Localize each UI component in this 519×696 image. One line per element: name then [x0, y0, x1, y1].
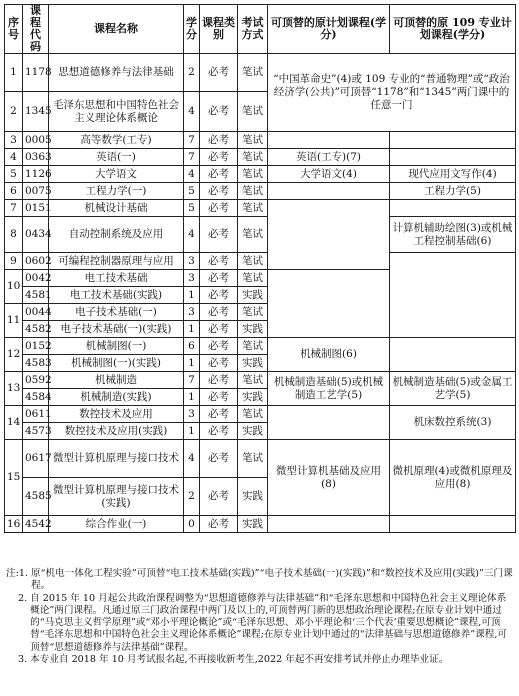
cell-exam: 笔试	[238, 270, 268, 287]
cell-code: 4582	[23, 321, 49, 338]
cell-type: 必考	[200, 304, 238, 321]
cell-code: 0005	[23, 132, 49, 149]
header-credit: 学分	[184, 5, 200, 54]
cell-code: 0042	[23, 270, 49, 287]
cell-code: 1178	[23, 54, 49, 92]
note-text: 本专业自 2018 年 10 月考试报名起,不再接收新考生,2022 年起不再安排考试并停止办理毕业证。	[30, 654, 449, 666]
cell-code: 0617	[23, 440, 49, 478]
cell-exam: 实践	[238, 423, 268, 440]
header-orig: 可顶替的原计划课程(学分)	[268, 5, 390, 54]
cell-name: 高等数学(工专)	[49, 132, 184, 149]
cell-name: 英语(一)	[49, 149, 184, 166]
cell-seq: 8	[5, 217, 23, 253]
cell-exam: 笔试	[238, 132, 268, 149]
cell-credit: 5	[184, 200, 200, 217]
cell-code: 4542	[23, 516, 49, 533]
cell-type: 必考	[200, 478, 238, 516]
course-table	[4, 4, 516, 533]
cell-type: 必考	[200, 287, 238, 304]
cell-seq: 15	[5, 440, 23, 516]
replace-drawing: 机械制图(6)	[268, 338, 390, 372]
cell-credit: 3	[184, 270, 200, 287]
table-row	[5, 149, 516, 166]
header-type: 课程类别	[200, 5, 238, 54]
replace-empty	[390, 338, 516, 372]
cell-seq: 7	[5, 200, 23, 217]
cell-credit: 2	[184, 478, 200, 516]
table-row	[5, 516, 516, 533]
cell-code: 0434	[23, 217, 49, 253]
cell-seq: 4	[5, 149, 23, 166]
cell-type: 必考	[200, 440, 238, 478]
cell-name: 机械制图(一)	[49, 338, 184, 355]
cell-type: 必考	[200, 423, 238, 440]
table-row	[5, 372, 516, 389]
cell-type: 必考	[200, 338, 238, 355]
cell-exam: 笔试	[238, 54, 268, 92]
cell-code: 0075	[23, 183, 49, 200]
table-row	[5, 200, 516, 217]
cell-seq: 11	[5, 304, 23, 338]
header-orig109: 可顶替的原 109 专业计划课程(学分)	[390, 5, 516, 54]
notes	[6, 568, 514, 666]
cell-code: 0151	[23, 200, 49, 217]
cell-credit: 1	[184, 321, 200, 338]
cell-credit: 7	[184, 372, 200, 389]
note-text: 自 2015 年 10 月起公共政治课程调整为“思想道德修养与法律基础”和“毛泽东思想和中国特色社会主义理论体系概论”两门课程。凡通过原三门政治课程中两门及以上的,可顶替两门新的思想政治理论课程;在原专业计划中通过的“马克思主义哲学原理”或“邓小平理论概论”或“毛泽东思想、邓小平理论和‘三个代表’重要思想概论”课程,可顶替“毛泽东思想和中国特色社会主义理论体系概论”课程;在原专业计划中通过的“法律基础与思想道德修养”课程,可顶替“思想道德修养与法律基础”课程。	[30, 592, 507, 653]
cell-credit: 4	[184, 440, 200, 478]
table-row	[5, 338, 516, 355]
cell-credit: 3	[184, 304, 200, 321]
cell-name: 微型计算机原理与接口技术	[49, 440, 184, 478]
cell-credit: 1	[184, 423, 200, 440]
cell-credit: 7	[184, 132, 200, 149]
cell-credit: 3	[184, 253, 200, 270]
cell-name: 电工技术基础(实践)	[49, 287, 184, 304]
cell-credit: 4	[184, 217, 200, 253]
cell-seq: 12	[5, 338, 23, 372]
notes-prefix: 注:	[6, 568, 19, 579]
replace-empty	[390, 132, 516, 149]
note-number: 1.	[18, 568, 28, 579]
cell-credit: 6	[184, 338, 200, 355]
replace-cad: 计算机辅助绘图(3)或机械工程控制基础(6)	[390, 217, 516, 253]
header-seq: 序号	[5, 5, 23, 54]
cell-type: 必考	[200, 389, 238, 406]
table-row	[5, 253, 516, 270]
replace-empty	[390, 516, 516, 533]
cell-name: 可编程控制器原理与应用	[49, 253, 184, 270]
table-row	[5, 217, 516, 253]
cell-seq: 13	[5, 372, 23, 406]
cell-seq: 6	[5, 183, 23, 200]
replace-empty	[268, 183, 390, 200]
cell-credit: 4	[184, 166, 200, 183]
cell-seq: 2	[5, 92, 23, 132]
cell-code: 1126	[23, 166, 49, 183]
cell-name: 电工技术基础	[49, 270, 184, 287]
cell-exam: 实践	[238, 321, 268, 338]
cell-credit: 0	[184, 516, 200, 533]
cell-type: 必考	[200, 132, 238, 149]
note-text: 原“机电一体化工程实验”可顶替“电工技术基础(实践)”“电子技术基础(一)(实践)”和“数控技术及应用(实践)”三门课程。	[30, 568, 513, 592]
cell-exam: 笔试	[238, 440, 268, 478]
table-row	[5, 440, 516, 478]
replace-chinese: 大学语文(4)	[268, 166, 390, 183]
cell-code: 4585	[23, 478, 49, 516]
replace-english: 英语(工专)(7)	[268, 149, 390, 166]
note-item	[6, 593, 514, 654]
cell-exam: 实践	[238, 355, 268, 372]
cell-seq: 5	[5, 166, 23, 183]
cell-type: 必考	[200, 406, 238, 423]
cell-name: 机械制造	[49, 372, 184, 389]
cell-seq: 14	[5, 406, 23, 440]
replace-mechanics: 工程力学(5)	[390, 183, 516, 200]
cell-code: 1345	[23, 92, 49, 132]
cell-type: 必考	[200, 217, 238, 253]
cell-type: 必考	[200, 183, 238, 200]
table-row	[5, 406, 516, 423]
cell-seq: 16	[5, 516, 23, 533]
cell-exam: 笔试	[238, 304, 268, 321]
replace-micro-109: 微机原理(4)或微机原理及应用(8)	[390, 440, 516, 516]
cell-credit: 1	[184, 389, 200, 406]
table-row	[5, 183, 516, 200]
cell-name: 工程力学(一)	[49, 183, 184, 200]
cell-name: 微型计算机原理与接口技术(实践)	[49, 478, 184, 516]
cell-type: 必考	[200, 372, 238, 389]
cell-code: 4584	[23, 389, 49, 406]
cell-name: 毛泽东思想和中国特色社会主义理论体系概论	[49, 92, 184, 132]
cell-credit: 5	[184, 183, 200, 200]
cell-exam: 实践	[238, 516, 268, 533]
cell-credit: 1	[184, 355, 200, 372]
note-number: 2.	[18, 592, 28, 604]
cell-seq: 10	[5, 270, 23, 304]
cell-exam: 实践	[238, 287, 268, 304]
cell-name: 大学语文	[49, 166, 184, 183]
cell-name: 自动控制系统及应用	[49, 217, 184, 253]
cell-type: 必考	[200, 200, 238, 217]
cell-type: 必考	[200, 149, 238, 166]
cell-exam: 笔试	[238, 200, 268, 217]
cell-exam: 笔试	[238, 92, 268, 132]
cell-exam: 笔试	[238, 183, 268, 200]
cell-name: 机械制图(一)(实践)	[49, 355, 184, 372]
cell-exam: 实践	[238, 478, 268, 516]
cell-exam: 笔试	[238, 253, 268, 270]
cell-name: 机械设计基础	[49, 200, 184, 217]
replace-empty	[390, 200, 516, 217]
cell-name: 机械制造(实践)	[49, 389, 184, 406]
cell-type: 必考	[200, 355, 238, 372]
cell-exam: 笔试	[238, 406, 268, 423]
cell-credit: 7	[184, 149, 200, 166]
replace-empty	[268, 270, 390, 338]
cell-code: 0602	[23, 253, 49, 270]
cell-exam: 实践	[238, 389, 268, 406]
replace-politics: “中国革命史”(4)或 109 专业的“普通物理”或“政治经济学(公共)”可顶替“1178”和“1345”两门课中的任意一门	[268, 54, 516, 132]
table-row	[5, 132, 516, 149]
cell-code: 0592	[23, 372, 49, 389]
cell-name: 电子技术基础(一)	[49, 304, 184, 321]
header-code: 课程代码	[23, 5, 49, 54]
cell-credit: 2	[184, 54, 200, 92]
replace-empty	[390, 149, 516, 166]
note-item	[6, 654, 514, 666]
cell-exam: 笔试	[238, 338, 268, 355]
replace-empty	[268, 200, 390, 270]
cell-name: 思想道德修养与法律基础	[49, 54, 184, 92]
cell-type: 必考	[200, 166, 238, 183]
cell-type: 必考	[200, 516, 238, 533]
cell-type: 必考	[200, 321, 238, 338]
cell-credit: 1	[184, 287, 200, 304]
replace-writing: 现代应用文写作(4)	[390, 166, 516, 183]
replace-empty	[268, 132, 390, 149]
cell-exam: 笔试	[238, 166, 268, 183]
replace-empty	[268, 516, 390, 533]
table-row	[5, 54, 516, 92]
header-exam: 考试方式	[238, 5, 268, 54]
cell-seq: 3	[5, 132, 23, 149]
replace-empty	[390, 253, 516, 338]
cell-code: 4581	[23, 287, 49, 304]
note-item	[6, 568, 514, 593]
cell-seq: 9	[5, 253, 23, 270]
cell-credit: 4	[184, 92, 200, 132]
cell-code: 0044	[23, 304, 49, 321]
replace-mfg-109: 机械制造基础(5)或金属工艺学(5)	[390, 372, 516, 406]
cell-code: 0152	[23, 338, 49, 355]
cell-exam: 笔试	[238, 149, 268, 166]
cell-code: 0611	[23, 406, 49, 423]
cell-seq: 1	[5, 54, 23, 92]
replace-micro-orig: 微型计算机基础及应用(8)	[268, 440, 390, 516]
cell-type: 必考	[200, 270, 238, 287]
note-number: 3.	[18, 654, 28, 666]
replace-mfg-orig: 机械制造基础(5)或机械制造工艺学(5)	[268, 372, 390, 406]
table-row	[5, 166, 516, 183]
replace-empty	[268, 406, 390, 440]
header-row	[5, 5, 516, 54]
cell-name: 电子技术基础(一)(实践)	[49, 321, 184, 338]
cell-code: 4573	[23, 423, 49, 440]
cell-exam: 笔试	[238, 217, 268, 253]
header-name: 课程名称	[49, 5, 184, 54]
cell-credit: 3	[184, 406, 200, 423]
cell-type: 必考	[200, 253, 238, 270]
cell-type: 必考	[200, 92, 238, 132]
replace-cnc: 机床数控系统(3)	[390, 406, 516, 440]
cell-name: 数控技术及应用(实践)	[49, 423, 184, 440]
cell-type: 必考	[200, 54, 238, 92]
cell-name: 综合作业(一)	[49, 516, 184, 533]
cell-code: 4583	[23, 355, 49, 372]
cell-code: 0363	[23, 149, 49, 166]
cell-exam: 笔试	[238, 372, 268, 389]
cell-name: 数控技术及应用	[49, 406, 184, 423]
